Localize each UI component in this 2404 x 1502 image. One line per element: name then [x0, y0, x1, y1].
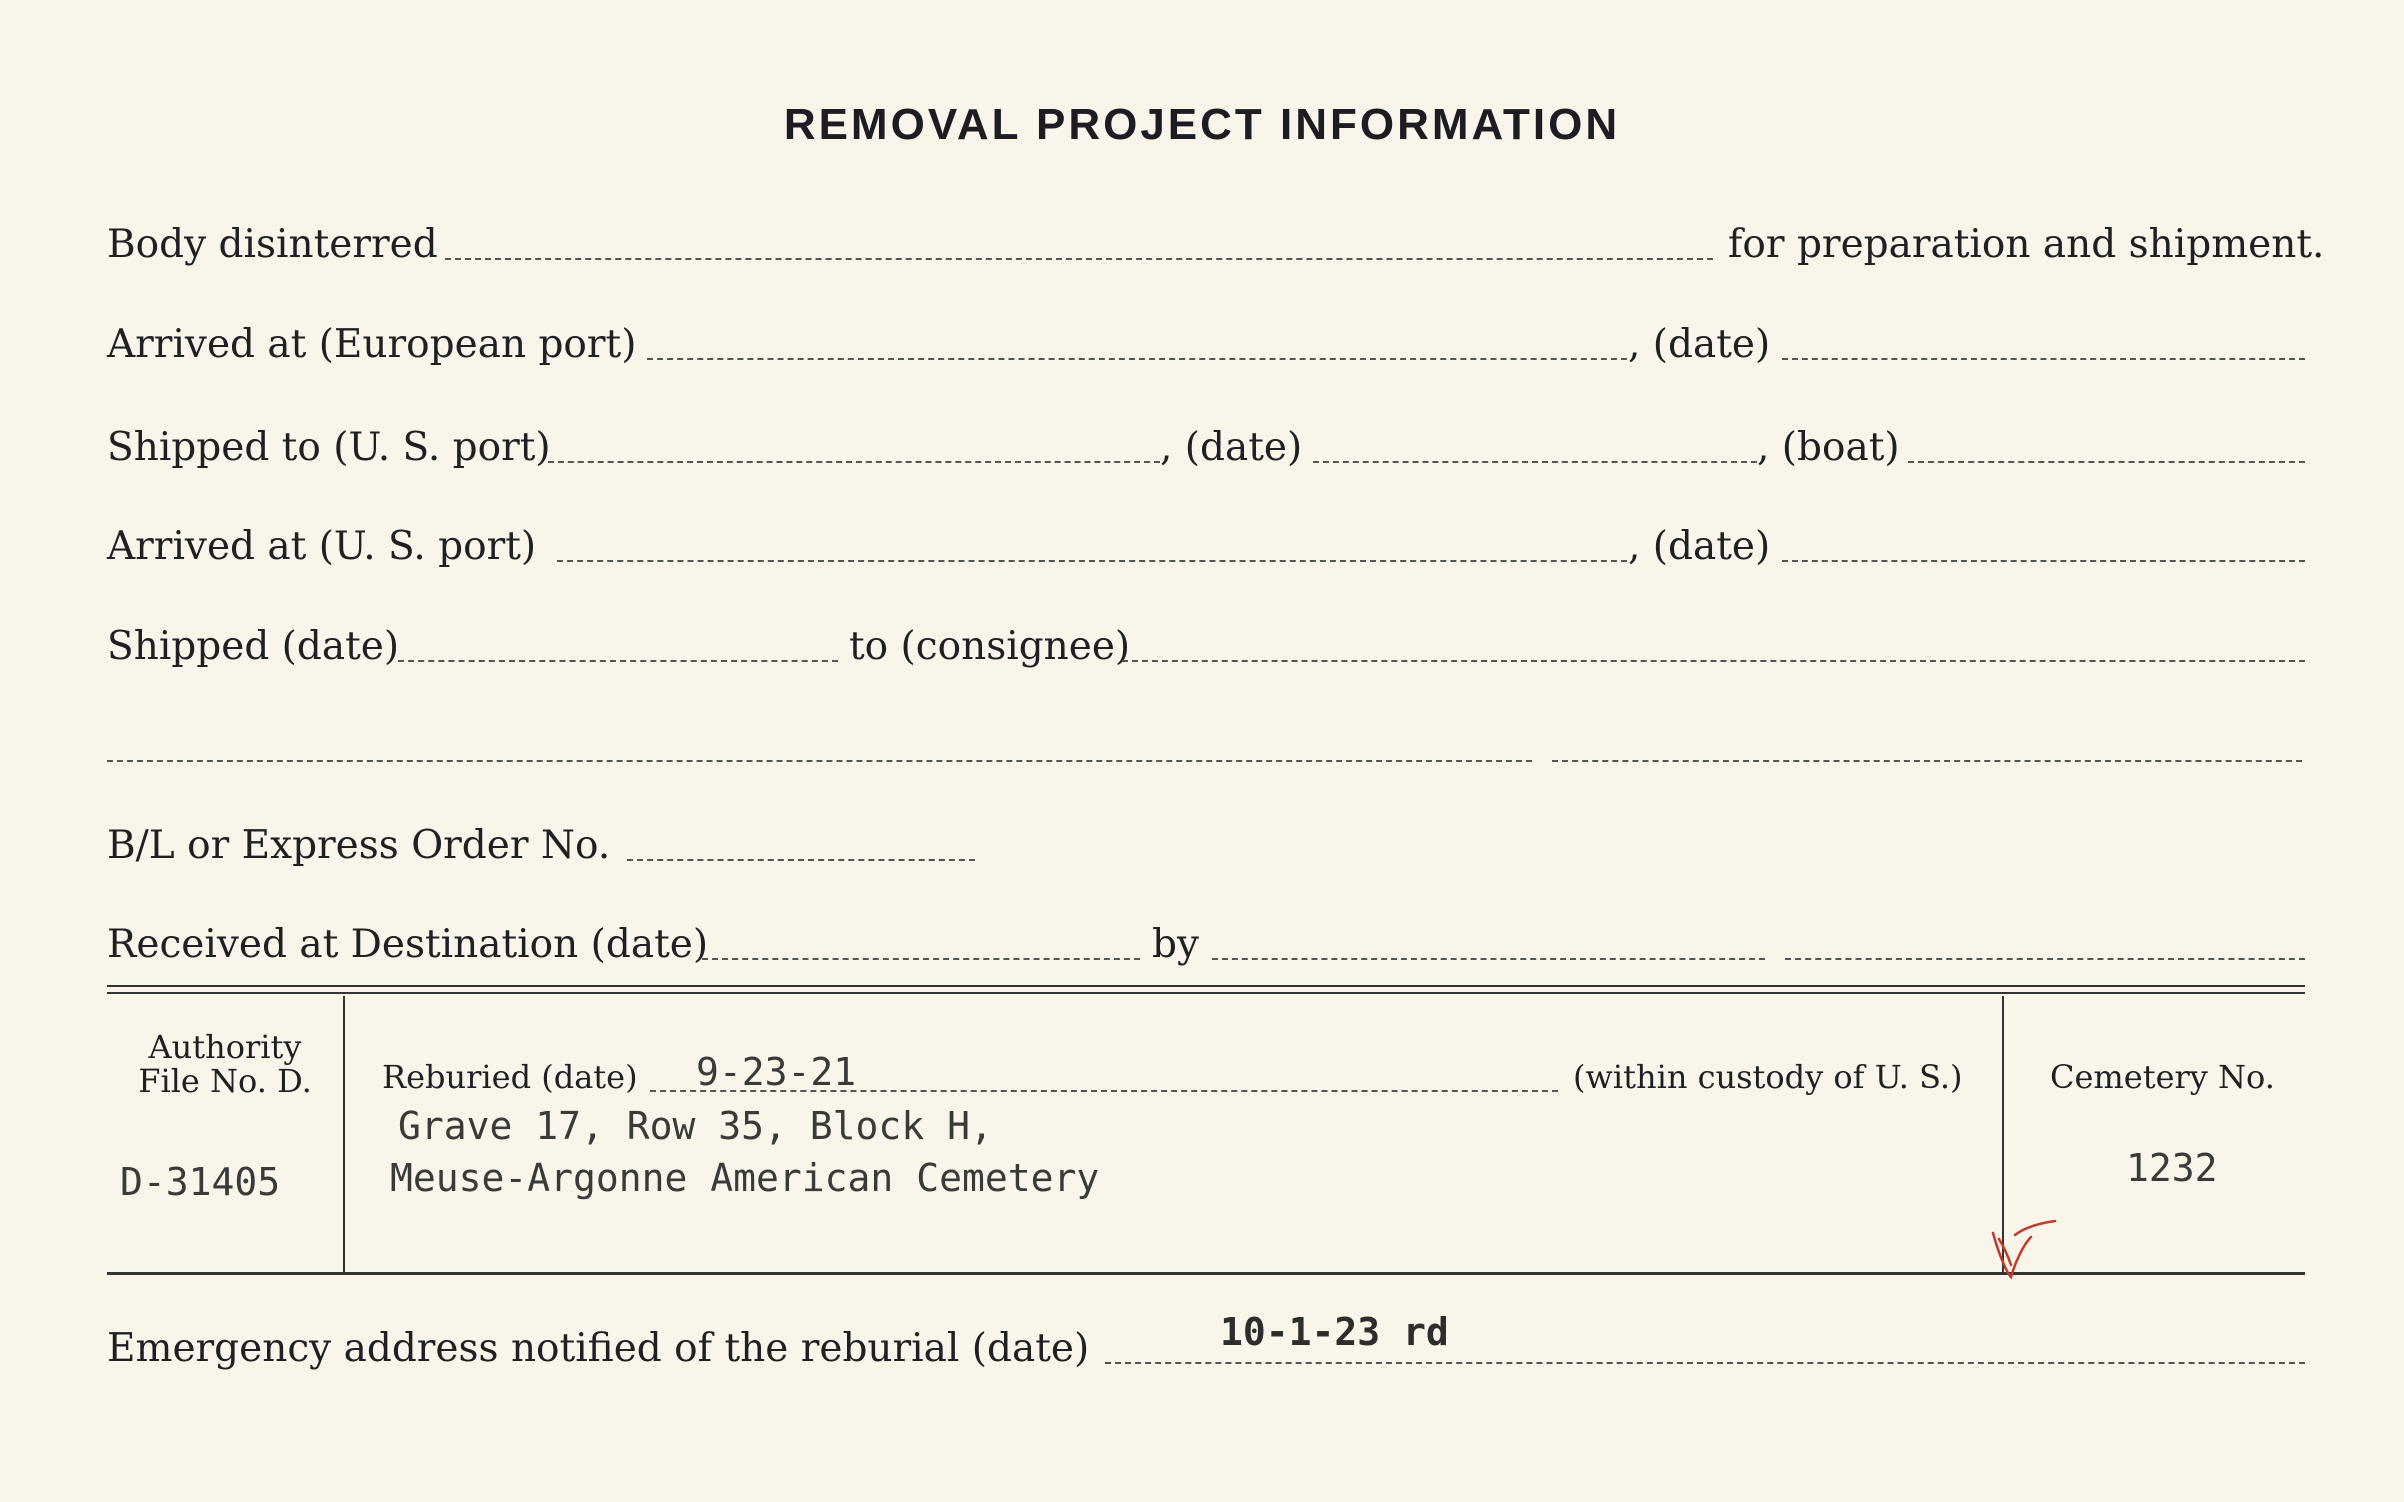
emergency-date-value: 10-1-23 rd: [1220, 1310, 1449, 1354]
emergency-notified-label: Emergency address notified of the reburial (date): [107, 1326, 1090, 1371]
arrived-european-port-label: Arrived at (European port): [107, 322, 637, 367]
shipped-date-row-label: Shipped (date): [107, 624, 400, 669]
red-check-mark-icon: [1985, 1215, 2065, 1285]
consignee-continuation-field-a[interactable]: [107, 760, 1532, 762]
arrived-us-date-field[interactable]: [1782, 560, 2305, 562]
box-top-rule-2: [107, 992, 2305, 994]
authority-line-1: Authority: [148, 1028, 302, 1066]
by-field-a[interactable]: [1212, 958, 1765, 960]
received-date-field[interactable]: [702, 958, 1140, 960]
cemetery-no-label: Cemetery No.: [2050, 1058, 2275, 1096]
emergency-date-field[interactable]: [1105, 1362, 2305, 1364]
box-bottom-rule: [107, 1272, 2305, 1275]
european-date-label: , (date): [1628, 322, 1771, 367]
arrived-us-port-label: Arrived at (U. S. port): [107, 524, 537, 569]
body-disinterred-field[interactable]: [445, 258, 1713, 260]
bl-order-label: B/L or Express Order No.: [107, 823, 611, 868]
european-date-field[interactable]: [1782, 358, 2305, 360]
file-number-value: D-31405: [120, 1160, 281, 1204]
within-custody-label: (within custody of U. S.): [1573, 1058, 1963, 1096]
arrived-us-date-label: , (date): [1628, 524, 1771, 569]
shipped-date-label: , (date): [1160, 425, 1303, 470]
grave-location-value: Grave 17, Row 35, Block H,: [398, 1104, 993, 1148]
by-field-b[interactable]: [1785, 958, 2305, 960]
boat-field[interactable]: [1908, 461, 2305, 463]
cemetery-name-value: Meuse-Argonne American Cemetery: [390, 1156, 1100, 1200]
boat-label: , (boat): [1757, 425, 1900, 470]
european-port-field[interactable]: [647, 358, 1627, 360]
bl-order-field[interactable]: [627, 859, 975, 861]
received-destination-label: Received at Destination (date): [107, 922, 709, 967]
consignee-continuation-field-b[interactable]: [1552, 760, 2302, 762]
shipped-date-row-field[interactable]: [398, 660, 838, 662]
cemetery-number-value: 1232: [2126, 1146, 2218, 1190]
us-port-field[interactable]: [548, 461, 1160, 463]
by-label: by: [1152, 922, 1199, 967]
reburied-date-label: Reburied (date): [382, 1058, 638, 1096]
box-top-rule-1: [107, 985, 2305, 987]
box-divider-left: [343, 996, 345, 1272]
form-title: REMOVAL PROJECT INFORMATION: [783, 100, 1621, 149]
authority-line-2: File No. D.: [138, 1062, 312, 1100]
reburied-date-value: 9-23-21: [696, 1050, 857, 1094]
shipped-date-field[interactable]: [1313, 461, 1757, 463]
shipped-to-us-port-label: Shipped to (U. S. port): [107, 425, 551, 470]
arrived-us-port-field[interactable]: [557, 560, 1627, 562]
for-preparation-label: for preparation and shipment.: [1728, 222, 2325, 267]
consignee-field[interactable]: [1122, 660, 2305, 662]
authority-file-label: [107, 1030, 343, 1098]
consignee-label: to (consignee): [849, 624, 1131, 669]
body-disinterred-label: Body disinterred: [107, 222, 438, 267]
